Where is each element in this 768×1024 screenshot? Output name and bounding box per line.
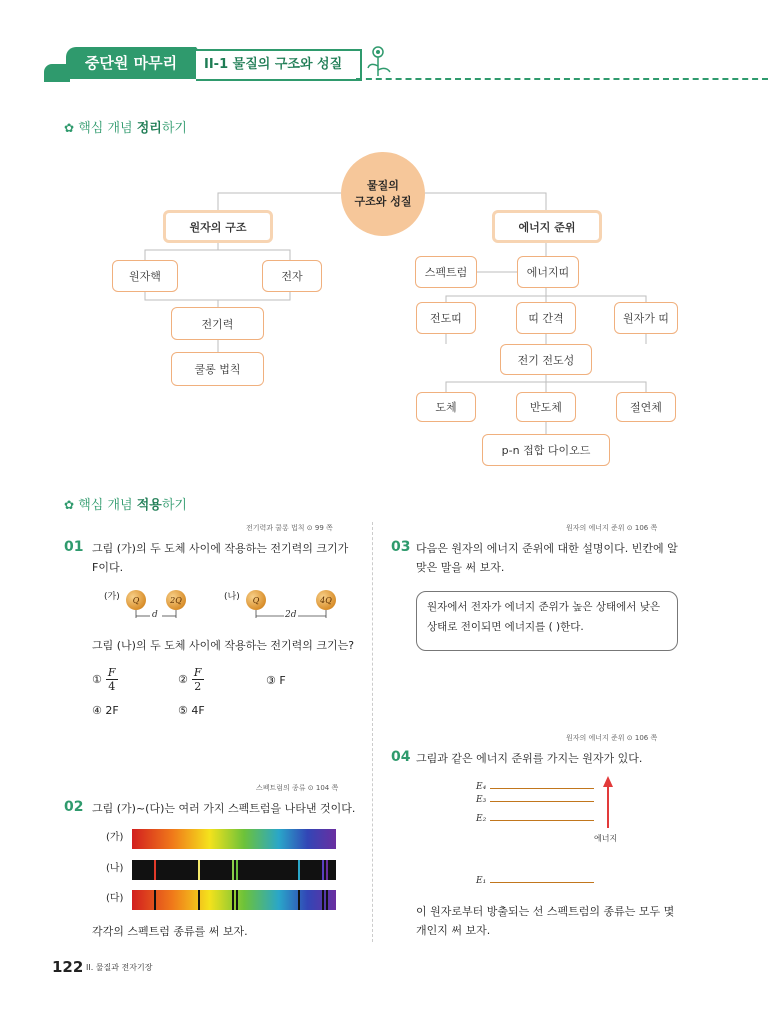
q2-reference: 스펙트럼의 종류 ⊙ 104 쪽 [256,784,339,792]
concept-center: 물질의 구조와 성질 [341,152,425,236]
node-spectrum: 스펙트럼 [415,256,477,288]
q4-reference: 원자의 에너지 준위 ⊙ 106 쪽 [566,734,658,742]
q1-fig-label-a: (가) [104,592,120,602]
q3-text-line2: 맞은 말을 써 보자. [416,561,505,574]
q1-reference: 전기력과 쿨롱 법칙 ⊙ 99 쪽 [246,524,333,532]
section-title-apply: ✿ 핵심 개념 적용하기 [64,498,187,513]
q3-statement-box [416,591,678,651]
chapter-footer: II. 물질과 전자기장 [86,963,153,972]
absorption-spectrum [132,890,336,910]
spectrum-label-b: (나) [106,863,124,874]
node-energy-band: 에너지띠 [517,256,579,288]
node-conductor: 도체 [416,392,476,422]
q4-text: 그림과 같은 에너지 준위를 가지는 원자가 있다. [416,752,643,765]
q1-option-4: ④ 2F [92,704,119,717]
chapter-tab-label: 중단원 마무리 [84,54,178,72]
node-nucleus: 원자핵 [112,260,178,292]
q3-reference: 원자의 에너지 준위 ⊙ 106 쪽 [566,524,658,532]
node-semiconductor: 반도체 [516,392,576,422]
level-e4-label: E₄ [476,782,487,792]
energy-arrow-icon [600,776,616,830]
node-coulomb-law: 쿨롱 법칙 [171,352,264,386]
continuous-spectrum [132,829,336,849]
q3-text-line1: 다음은 원자의 에너지 준위에 대한 설명이다. 빈칸에 알 [416,542,678,555]
node-electric-force: 전기력 [171,307,264,340]
charge-q-b: Q [246,590,266,610]
node-atomic-structure: 원자의 구조 [163,210,273,243]
level-e1-label: E₁ [476,876,487,886]
section-title-summary: ✿ 핵심 개념 정리하기 [64,121,187,136]
page-number: 122 [52,958,84,976]
node-electron: 전자 [262,260,322,292]
level-e2 [490,820,594,821]
node-band-gap: 띠 간격 [516,302,576,334]
node-pn-diode: p-n 접합 다이오드 [482,434,610,466]
q2-text: 그림 (가)~(다)는 여러 가지 스펙트럼을 나타낸 것이다. [92,802,356,815]
q1-text-line1: 그림 (가)의 두 도체 사이에 작용하는 전기력의 크기가 [92,542,349,555]
q1-option-3: ③ F [266,674,286,687]
charge-q-a: Q [126,590,146,610]
q4-question-line1: 이 원자로부터 방출되는 선 스펙트럼의 종류는 모두 몇 [416,905,675,918]
q1-fig-label-b: (나) [224,592,240,602]
q1-option-2: ② F 2 [178,666,202,693]
clover-icon: ✿ [64,121,75,135]
q4-question-line2: 개인지 써 보자. [416,924,491,937]
distance-markers [96,588,356,622]
q1-question: 그림 (나)의 두 도체 사이에 작용하는 전기력의 크기는? [92,639,355,652]
spectrum-label-a: (가) [106,832,124,843]
q1-figure [96,588,356,622]
chapter-subtitle: II-1 물질의 구조와 성질 [196,49,362,81]
distance-d: d [152,610,158,620]
q1-option-1: ① F 4 [92,666,116,693]
charge-4q: 4Q [316,590,336,610]
level-e3-label: E₃ [476,795,487,805]
q3-number: 03 [391,539,411,555]
level-e4 [490,788,594,789]
q1-option-5: ⑤ 4F [178,704,205,717]
level-e3 [490,801,594,802]
distance-2d: 2d [285,610,297,620]
q1-text-line2: F이다. [92,561,124,574]
energy-axis-label: 에너지 [594,834,618,843]
q4-number: 04 [391,749,411,765]
q2-number: 02 [64,799,84,815]
level-e1 [490,882,594,883]
spectrum-label-c: (다) [106,893,124,904]
q1-number: 01 [64,539,84,555]
node-valence-band: 원자가 띠 [614,302,678,334]
node-energy-level: 에너지 준위 [492,210,602,243]
emission-spectrum [132,860,336,880]
level-e2-label: E₂ [476,814,487,824]
q2-question: 각각의 스펙트럼 종류를 써 보자. [92,925,248,938]
q3-box-line1: 원자에서 전자가 에너지 준위가 높은 상태에서 낮은 [427,601,661,613]
charge-2q: 2Q [166,590,186,610]
node-insulator: 절연체 [616,392,676,422]
q3-box-line2: 상태로 전이되면 에너지를 ( )한다. [427,621,584,633]
clover-icon: ✿ [64,498,75,512]
node-conductivity: 전기 전도성 [500,344,592,375]
column-divider [372,522,373,942]
node-conduction-band: 전도띠 [416,302,476,334]
